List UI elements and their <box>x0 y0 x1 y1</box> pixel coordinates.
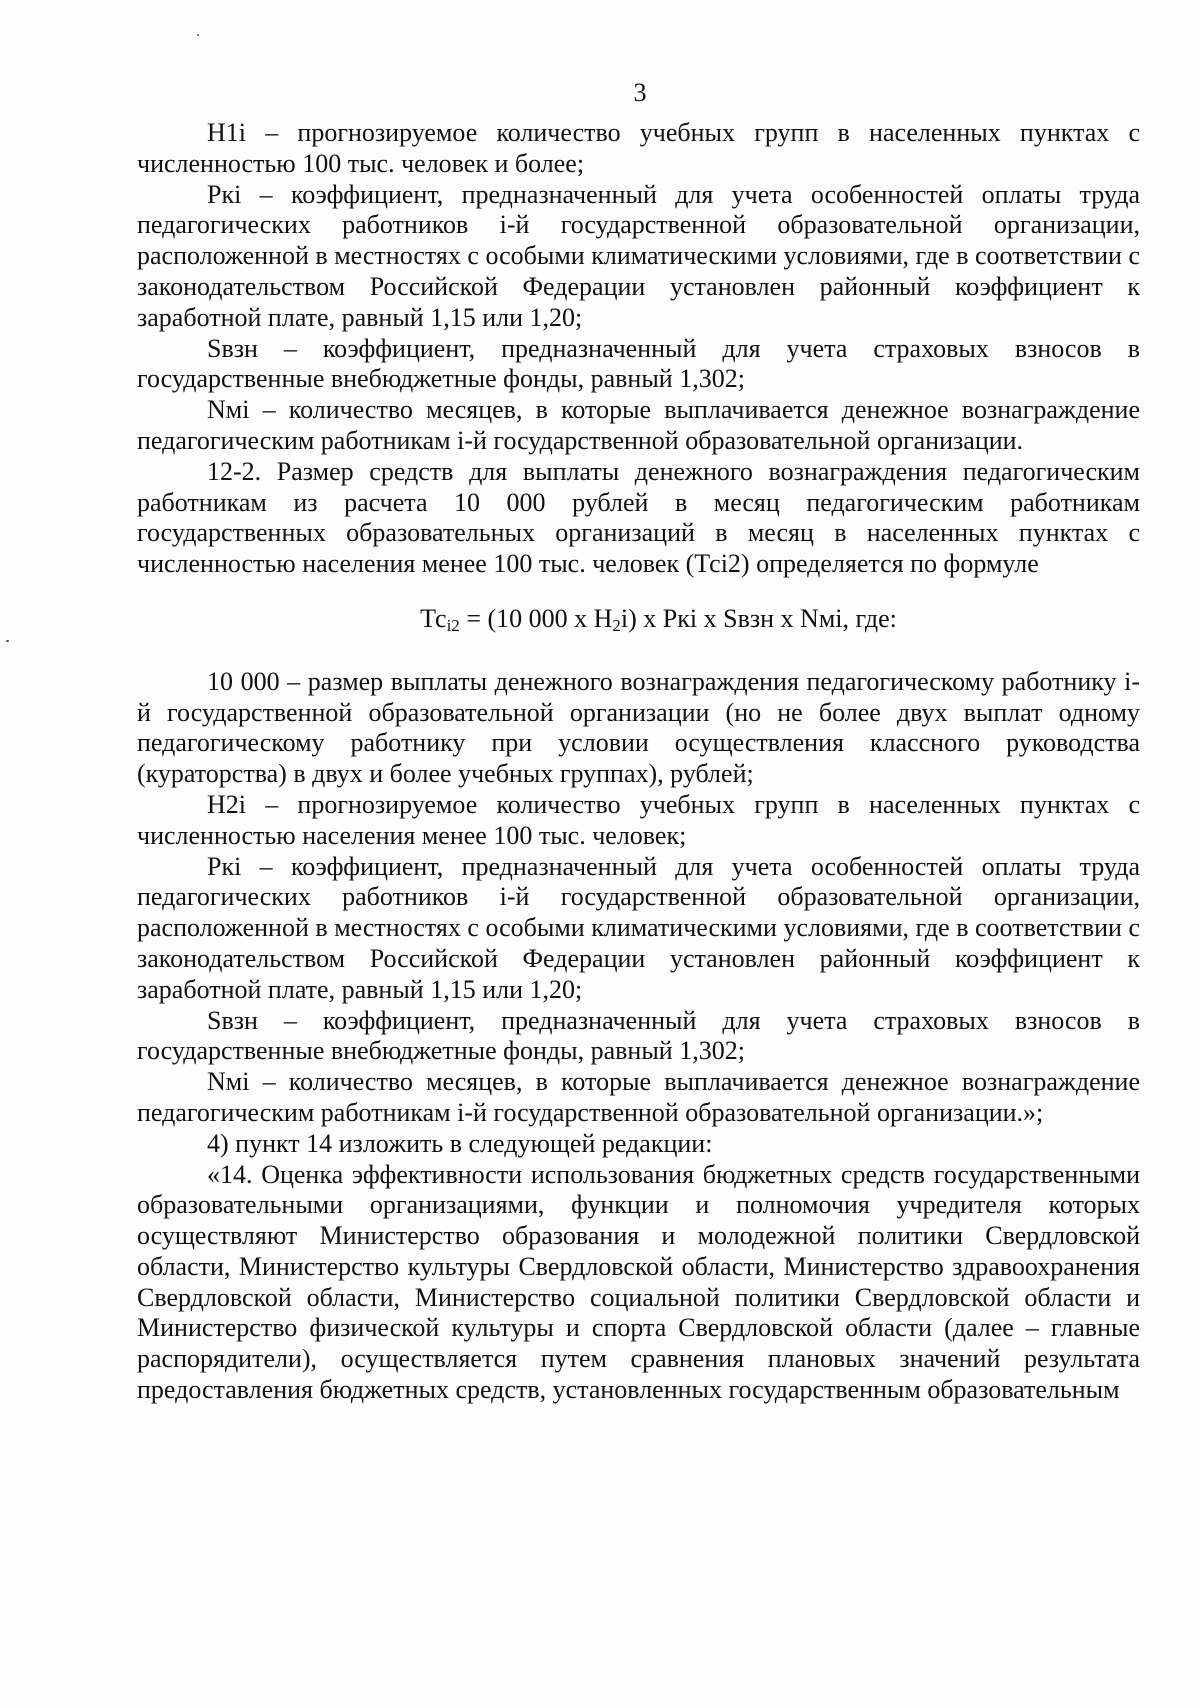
definition-rki-2: Ркi – коэффициент, предназначенный для учета особенностей оплаты труда педагогических работников i-й государственной образовательной организации, расположенной в местностях с особыми климатическими условиями, где в соответствии с законодательством Российской Федерации установлен районный коэффициент к заработной плате, равный 1,15 или 1,20; <box>137 851 1140 1004</box>
page-number: 3 <box>633 78 647 107</box>
scan-speck <box>6 640 9 642</box>
formula-rest: i) х Ркi х Sвзн х Nмi, где: <box>620 603 897 633</box>
amendment-item-4: 4) пункт 14 изложить в следующей редакции: <box>207 1128 713 1158</box>
formula-tci2 <box>137 604 1140 635</box>
definition-nmi-2: Nмi – количество месяцев, в которые выплачивается денежное вознаграждение педагогическим работникам i-й государственной образовательной организации.»; <box>137 1067 1140 1127</box>
definition-rki: Ркi – коэффициент, предназначенный для учета особенностей оплаты труда педагогических работников i-й государственной образовательной организации, расположенной в местностях с особыми климатическими условиями, где в соответствии с законодательством Российской Федерации установлен районный коэффициент к заработной плате, равный 1,15 или 1,20; <box>137 179 1140 332</box>
formula-lhs: Тс <box>420 603 447 633</box>
definition-10000: 10 000 – размер выплаты денежного вознаграждения педагогическому работнику i-й государственной образовательной организации (но не более двух выплат одному педагогическому работнику при условии осуществления классного руководства (кураторства) в двух и более учебных группах), рублей; <box>137 666 1140 789</box>
definition-sbzn: Sвзн – коэффициент, предназначенный для учета страховых взносов в государственные внебюджетные фонды, равный 1,302; <box>137 333 1140 394</box>
clause-14: «14. Оценка эффективности использования бюджетных средств государственными образовательными организациями, функции и полномочия учредителя которых осуществляют Министерство образования и молодежной политики Свердловской области, Министерство культуры Свердловской области, Министерство здравоохранения Свердловской области, Министерство социальной политики Свердловской области и Министерство физической культуры и спорта Свердловской области (далее – главные распорядители), осуществляется путем сравнения плановых значений результата предоставления бюджетных средств, установленных государственным образовательным <box>137 1159 1140 1405</box>
formula-lhs-subscript: i2 <box>446 615 460 635</box>
formula-h-subscript: 2 <box>612 615 621 635</box>
definition-nmi: Nмi – количество месяцев, в которые выплачивается денежное вознаграждение педагогическим работникам i-й государственной образовательной организации. <box>137 395 1140 455</box>
formula-open: = (10 000 х Н <box>459 603 613 633</box>
definition-h1i: Н1i – прогнозируемое количество учебных групп в населенных пунктах с численностью 100 тыс. человек и более; <box>137 118 1140 178</box>
clause-12-2: 12-2. Размер средств для выплаты денежного вознаграждения педагогическим работникам из расчета 10 000 рублей в месяц педагогическим работникам государственных образовательных организаций в месяц в населенных пунктах с численностью населения менее 100 тыс. человек (Тсi2) определяется по формуле <box>137 456 1140 579</box>
scan-speck <box>197 34 199 36</box>
definition-sbzn-2: Sвзн – коэффициент, предназначенный для учета страховых взносов в государственные внебюджетные фонды, равный 1,302; <box>137 1005 1140 1066</box>
document-body <box>137 118 1140 1406</box>
definition-h2i: Н2i – прогнозируемое количество учебных групп в населенных пунктах с численностью населения менее 100 тыс. человек; <box>137 789 1140 850</box>
